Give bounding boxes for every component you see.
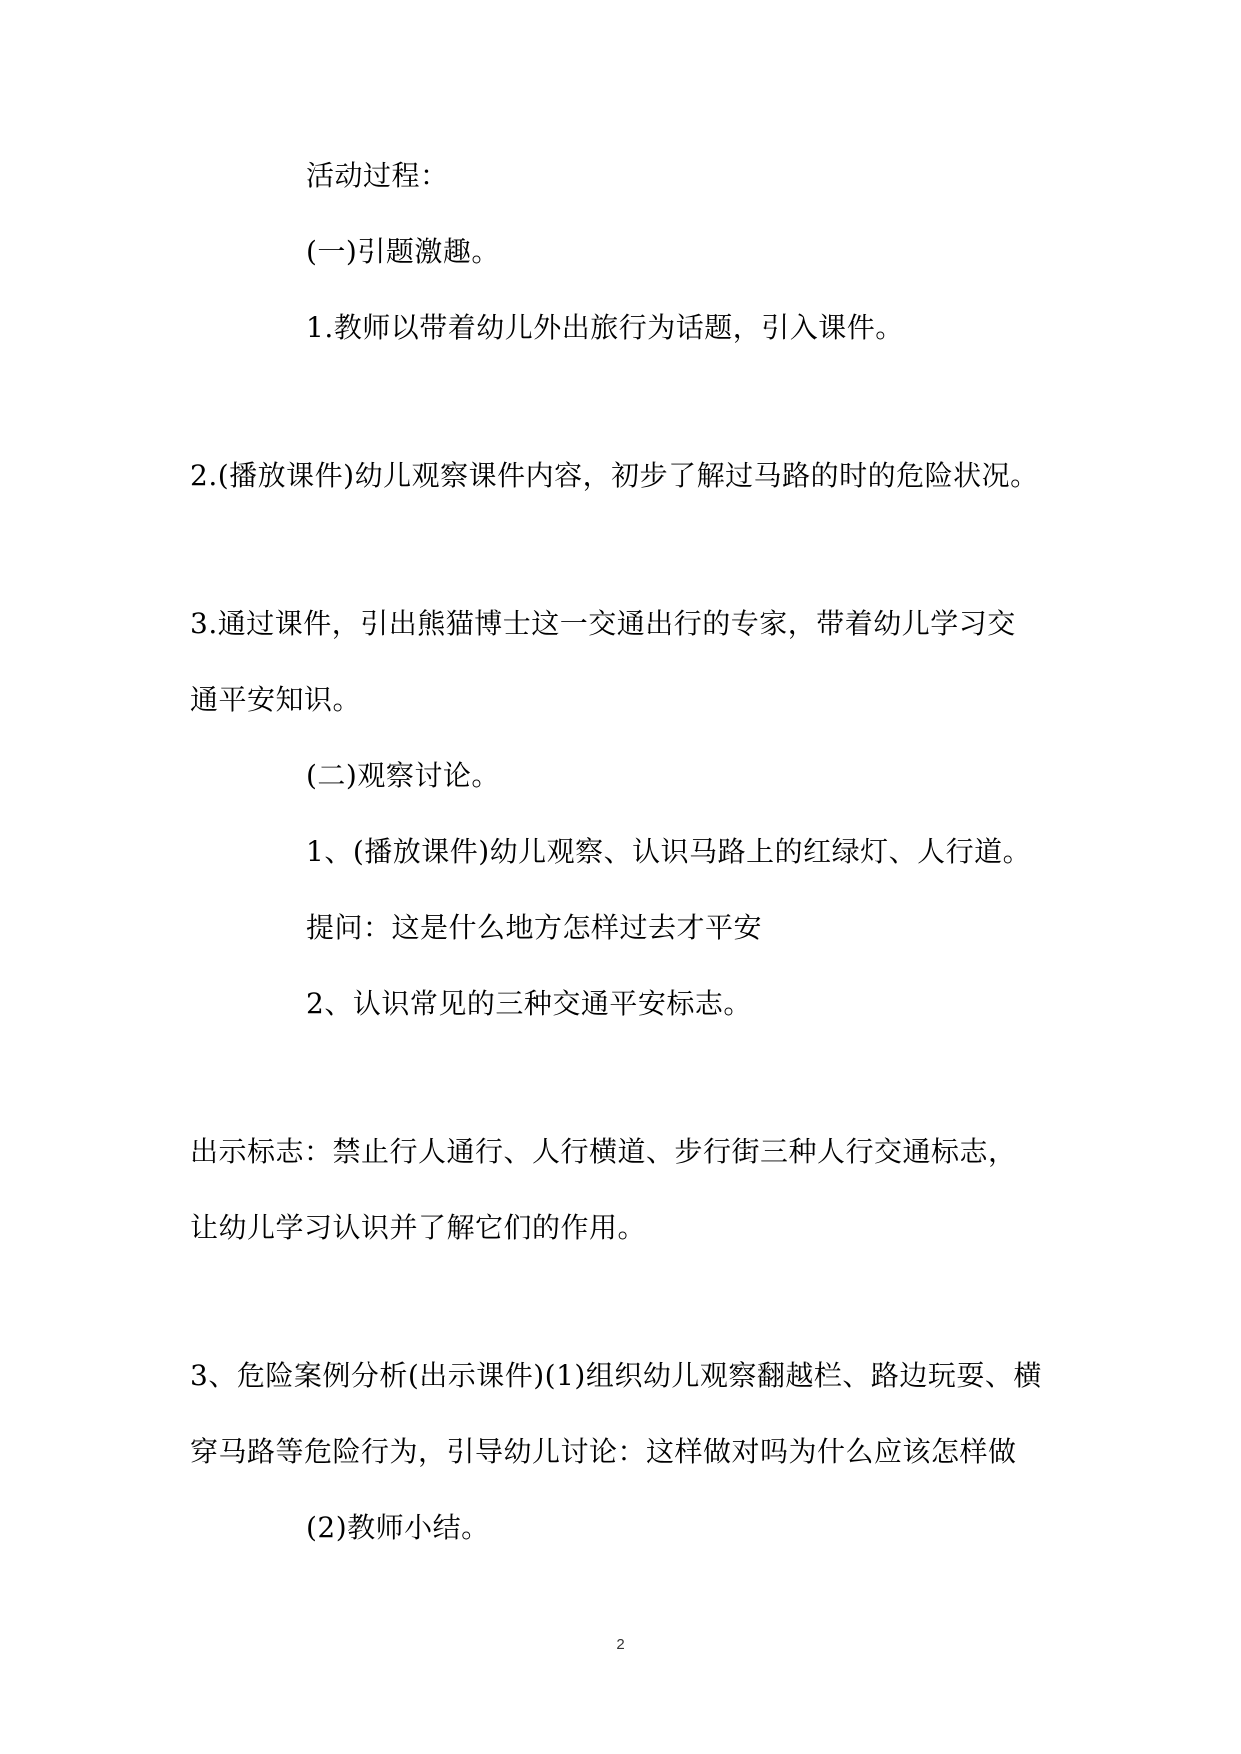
page-number: 2 bbox=[616, 1636, 625, 1653]
section-heading-activity-process: 活动过程： bbox=[306, 159, 449, 192]
subsection-heading-observation: (二)观察讨论。 bbox=[306, 759, 500, 792]
paragraph-line: 2、认识常见的三种交通平安标志。 bbox=[306, 987, 752, 1020]
paragraph-line: 让幼儿学习认识并了解它们的作用。 bbox=[190, 1211, 647, 1244]
paragraph-line: 提问：这是什么地方怎样过去才平安 bbox=[306, 911, 763, 944]
paragraph-line: 出示标志：禁止行人通行、人行横道、步行街三种人行交通标志， bbox=[190, 1135, 1017, 1168]
paragraph-line: 1.教师以带着幼儿外出旅行为话题，引入课件。 bbox=[306, 311, 904, 344]
paragraph-line: 通平安知识。 bbox=[190, 683, 362, 716]
paragraph-line: 3、危险案例分析(出示课件)(1)组织幼儿观察翻越栏、路边玩耍、横 bbox=[190, 1359, 1042, 1392]
paragraph-line: 1、(播放课件)幼儿观察、认识马路上的红绿灯、人行道。 bbox=[306, 835, 1032, 868]
subsection-heading-introduction: (一)引题激趣。 bbox=[306, 235, 500, 268]
paragraph-line: (2)教师小结。 bbox=[306, 1511, 490, 1544]
paragraph-line: 2.(播放课件)幼儿观察课件内容，初步了解过马路的时的危险状况。 bbox=[190, 459, 1039, 492]
paragraph-line: 3.通过课件，引出熊猫博士这一交通出行的专家，带着幼儿学习交 bbox=[190, 607, 1016, 640]
paragraph-line: 穿马路等危险行为，引导幼儿讨论：这样做对吗为什么应该怎样做 bbox=[190, 1435, 1017, 1468]
